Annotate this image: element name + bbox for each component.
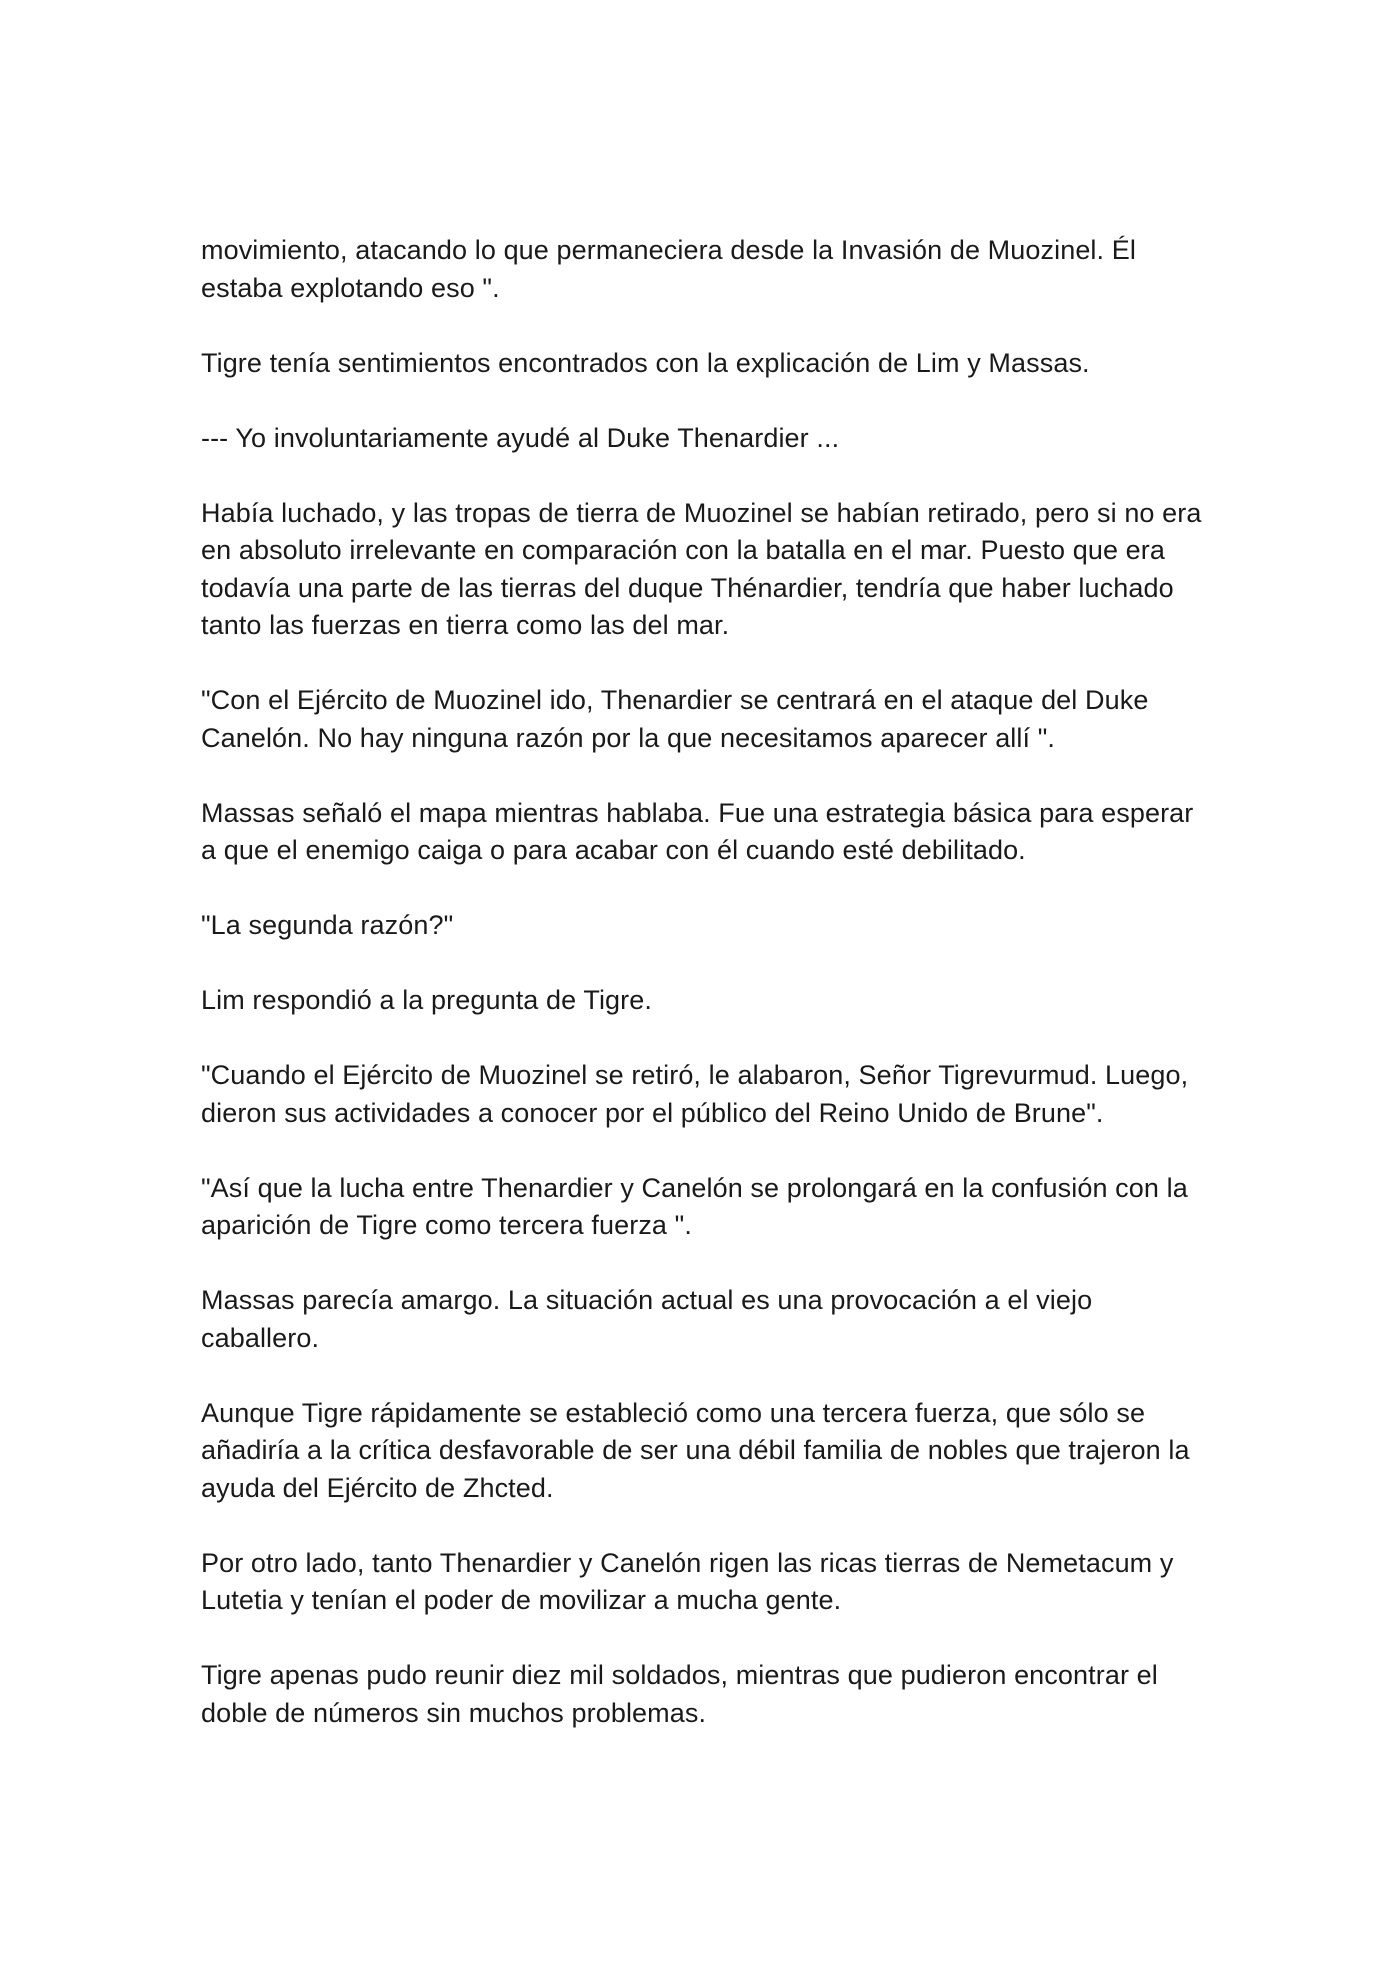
paragraph: Aunque Tigre rápidamente se estableció como una tercera fuerza, que sólo se añadiría a la crítica desfavorable de ser una débil familia de nobles que trajeron la ayuda del Ejército de Zhcted. bbox=[201, 1397, 1190, 1503]
paragraph: movimiento, atacando lo que permaneciera desde la Invasión de Muozinel. Él estaba explotando eso ". bbox=[201, 235, 1136, 303]
document-body bbox=[201, 232, 1211, 1732]
paragraph: "Así que la lucha entre Thenardier y Canelón se prolongará en la confusión con la aparición de Tigre como tercera fuerza ". bbox=[201, 1172, 1188, 1240]
paragraph: Había luchado, y las tropas de tierra de Muozinel se habían retirado, pero si no era en absoluto irrelevante en comparación con la batalla en el mar. Puesto que era todavía una parte de las tierras del duque Thénardier, tendría que haber luchado tanto las fuerzas en tierra como las del mar. bbox=[201, 497, 1202, 640]
paragraph: --- Yo involuntariamente ayudé al Duke Thenardier ... bbox=[201, 422, 840, 453]
paragraph: "Cuando el Ejército de Muozinel se retiró, le alabaron, Señor Tigrevurmud. Luego, dieron sus actividades a conocer por el público del Reino Unido de Brune". bbox=[201, 1060, 1189, 1128]
paragraph: Por otro lado, tanto Thenardier y Canelón rigen las ricas tierras de Nemetacum y Lutetia y tenían el poder de movilizar a mucha gente. bbox=[201, 1547, 1174, 1615]
paragraph: Tigre tenía sentimientos encontrados con la explicación de Lim y Massas. bbox=[201, 347, 1090, 378]
paragraph: "Con el Ejército de Muozinel ido, Thenardier se centrará en el ataque del Duke Canelón. No hay ninguna razón por la que necesitamos aparecer allí ". bbox=[201, 685, 1149, 753]
paragraph: Massas señaló el mapa mientras hablaba. Fue una estrategia básica para esperar a que el enemigo caiga o para acabar con él cuando esté debilitado. bbox=[201, 797, 1194, 865]
paragraph: "La segunda razón?" bbox=[201, 910, 454, 940]
paragraph: Massas parecía amargo. La situación actual es una provocación a el viejo caballero. bbox=[201, 1285, 1093, 1353]
paragraph: Tigre apenas pudo reunir diez mil soldados, mientras que pudieron encontrar el doble de números sin muchos problemas. bbox=[201, 1660, 1158, 1728]
paragraph: Lim respondió a la pregunta de Tigre. bbox=[201, 985, 652, 1015]
